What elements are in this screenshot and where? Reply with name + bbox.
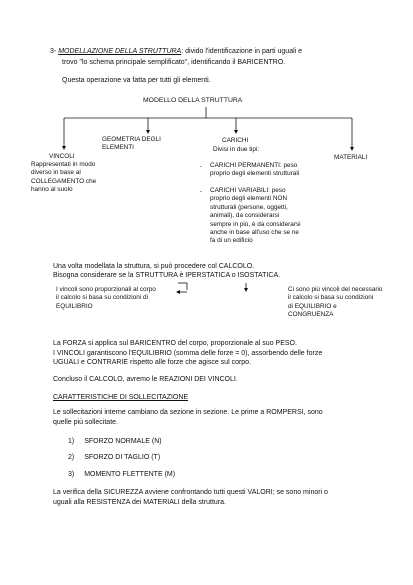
list-item	[68, 437, 162, 446]
verifica-line-2: uguali alla RESISTENZA dei MATERIALI della struttura.	[53, 499, 226, 506]
statica-line: Bisogna considerare se la STRUTTURA è IPERSTATICA o ISOSTATICA.	[53, 272, 281, 279]
vincoli-label: VINCOLI	[49, 153, 75, 160]
variabili-line: CARICHI VARIABILI: peso	[210, 187, 286, 194]
bullet-dash: -	[200, 163, 203, 170]
carichi-permanenti	[210, 162, 299, 179]
permanenti-line: proprio degli elementi strutturali	[210, 170, 300, 178]
isostatica-desc	[288, 286, 383, 320]
geometria-line: ELEMENTI	[102, 144, 134, 152]
carichi-subtitle: Divisi in due tipi:	[213, 146, 260, 153]
iso-line: di EQUILIBRIO e	[288, 302, 337, 310]
section-line-2: trovo "lo schema principale semplificato", identificando il BARICENTRO.	[62, 59, 286, 66]
geometria-label	[102, 136, 161, 153]
list-item-text: MOMENTO FLETTENTE (M)	[84, 471, 176, 478]
conclude-paragraph: Concluso il CALCOLO, avremo le REAZIONI DEI VINCOLI.	[53, 376, 238, 383]
vincoli-desc-line: hanno al suolo	[31, 186, 73, 194]
section-title-rest: : divido l'identificazione in parti uguali e	[181, 48, 303, 55]
carichi-variabili	[210, 187, 301, 246]
vincoli-desc-line: COLLEGAMENTO che	[31, 177, 97, 185]
diagram-title: MODELLO DELLA STRUTTURA	[143, 97, 243, 104]
list-item-text: SFORZO NORMALE (N)	[84, 438, 162, 445]
vincoli-desc-line: Rappresentati in modo	[31, 161, 96, 168]
forza-paragraph: La FORZA si applica sul BARICENTRO del corpo, proporzionale al suo PESO.	[53, 340, 297, 347]
variabili-line: fa di un edificio	[210, 237, 253, 245]
bullet-dash: -	[200, 188, 203, 195]
iso-line: il calcolo si basa su condizioni	[288, 294, 374, 302]
list-item-number: 2)	[68, 454, 75, 461]
variabili-line: proprio degli elementi NON	[210, 195, 288, 203]
verifica-line-1: La verifica della SICUREZZA avviene confrontando tutti questi VALORI; se sono minori o	[53, 489, 328, 496]
iper-line: il calcolo si basa su condizioni di	[56, 294, 149, 302]
variabili-line: animali), da considerarsi	[210, 212, 280, 220]
variabili-line: strutturali (persone, oggetti,	[210, 203, 288, 211]
variabili-line: sempre in più, è da considerarsi	[210, 220, 301, 228]
iso-line: CONGRUENZA	[288, 311, 334, 319]
carichi-label: CARICHI	[222, 137, 249, 144]
vincoli-paragraph-1: I VINCOLI garantiscono l'EQUILIBRIO (somma delle forze = 0), assorbendo delle forze	[53, 350, 323, 357]
permanenti-line: CARICHI PERMANENTI: peso	[210, 162, 298, 169]
section-number: 3-	[50, 48, 57, 55]
caratteristiche-line-1: Le sollecitazioni interne cambiano da sezione in sezione. Le prime a ROMPERSI, sono	[53, 409, 323, 416]
caratteristiche-heading: CARATTERISTICHE DI SOLLECITAZIONE	[53, 394, 189, 401]
geometria-line: GEOMETRIA DEGLI	[102, 136, 161, 143]
iso-line: Ci sono più vincoli del necessario	[288, 286, 383, 293]
vincoli-description	[31, 161, 96, 195]
iperstatica-desc	[56, 286, 156, 311]
iper-line: I vincoli sono proporzionali al corpo	[56, 286, 156, 293]
section-line-3: Questa operazione va fatta per tutti gli elementi.	[62, 77, 211, 84]
list-item-text: SFORZO DI TAGLIO (T)	[84, 454, 161, 461]
list-item-number: 3)	[68, 471, 75, 478]
variabili-line: anche in base all'uso che se ne	[210, 229, 299, 237]
list-item	[68, 470, 175, 479]
list-item	[68, 453, 160, 462]
materiali-label: MATERIALI	[334, 154, 368, 161]
vincoli-desc-line: diverso in base al	[31, 169, 81, 177]
list-item-number: 1)	[68, 438, 75, 445]
vincoli-paragraph-2: UGUALI e CONTRARIE rispetto alle forze che agisce sul corpo.	[53, 359, 252, 366]
section-title: MODELLAZIONE DELLA STRUTTURA	[58, 48, 182, 55]
caratteristiche-line-2: quelle più sollecitate.	[53, 419, 118, 426]
calcolo-line: Una volta modellata la struttura, si può procedere col CALCOLO.	[53, 263, 255, 270]
iper-line: EQUILIBRIO	[56, 302, 93, 310]
